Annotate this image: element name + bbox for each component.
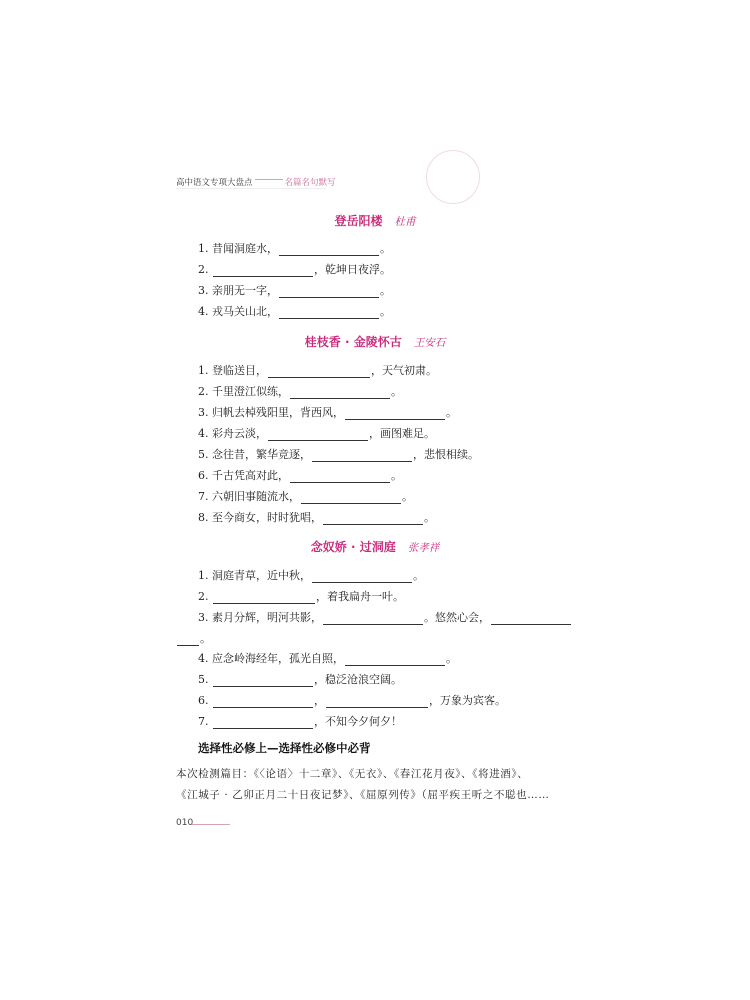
answer-blank[interactable] xyxy=(213,696,313,708)
answer-blank[interactable] xyxy=(491,613,571,625)
page-number: 010 xyxy=(176,818,194,828)
line-text: 5. xyxy=(198,673,212,686)
line-text: 5. 念往昔，繁华竞逐， xyxy=(198,448,311,461)
line-text: 6. 千古凭高对此， xyxy=(198,469,289,482)
line-text: 4. 彩舟云淡， xyxy=(198,427,267,440)
answer-blank[interactable] xyxy=(279,307,379,319)
fill-line xyxy=(198,715,402,729)
header-book-title: 高中语文专项大盘点 xyxy=(176,178,253,188)
section-paragraph-line: 《江城子 · 乙卯正月二十日夜记梦》、《屈原列传》（屈平疾王听之不聪也…… xyxy=(176,789,550,801)
header-dash xyxy=(255,179,283,180)
answer-blank[interactable] xyxy=(312,571,412,583)
answer-blank[interactable] xyxy=(290,471,390,483)
line-text: 2. xyxy=(198,263,212,276)
fill-line xyxy=(198,590,404,604)
line-text: ，画图难足。 xyxy=(369,427,435,440)
line-text: 2. 千里澄江似练， xyxy=(198,385,289,398)
answer-blank[interactable] xyxy=(213,717,313,729)
fill-line xyxy=(198,406,457,420)
answer-blank[interactable] xyxy=(290,387,390,399)
line-text: ， xyxy=(314,694,325,707)
poem-title-text: 念奴娇 · 过洞庭 xyxy=(310,540,396,554)
answer-blank[interactable] xyxy=(326,696,428,708)
line-text: 。悠然心会， xyxy=(424,611,490,624)
line-text: ，悲恨相续。 xyxy=(413,448,479,461)
line-text: 。 xyxy=(424,511,435,524)
line-text: ，天气初肃。 xyxy=(371,364,437,377)
line-text: 。 xyxy=(391,469,402,482)
line-text: 。 xyxy=(380,305,391,318)
fill-line xyxy=(198,305,391,319)
running-header xyxy=(176,170,576,186)
answer-blank[interactable] xyxy=(301,492,401,504)
poem-title-text: 登岳阳楼 xyxy=(334,214,383,228)
fill-line xyxy=(198,263,391,277)
line-text: ，万象为宾客。 xyxy=(429,694,506,707)
fill-line xyxy=(198,284,391,298)
answer-blank[interactable] xyxy=(345,408,445,420)
line-text: 3. 素月分辉，明河共影， xyxy=(198,611,322,624)
line-text: ，乾坤日夜浮。 xyxy=(314,263,391,276)
fill-line xyxy=(198,652,457,666)
line-text: 。 xyxy=(446,652,457,665)
line-text: 4. 应念岭海经年，孤光自照， xyxy=(198,652,344,665)
answer-blank[interactable] xyxy=(213,675,313,687)
line-text: 。 xyxy=(380,284,391,297)
header-decoration xyxy=(426,150,480,204)
fill-line xyxy=(198,694,506,708)
answer-blank[interactable] xyxy=(279,286,379,298)
line-text: 1. 昔闻洞庭水， xyxy=(198,242,278,255)
line-text: ，不知今夕何夕！ xyxy=(314,715,402,728)
header-chapter-title: 名篇名句默写 xyxy=(284,178,336,188)
line-text: 8. 至今商女，时时犹唱， xyxy=(198,511,322,524)
fill-line xyxy=(198,242,391,256)
fill-line xyxy=(198,490,413,504)
section-heading: 选择性必修上—选择性必修中必背 xyxy=(198,741,371,755)
line-text: 。 xyxy=(200,632,211,645)
line-text: 7. xyxy=(198,715,212,728)
answer-blank[interactable] xyxy=(177,634,199,646)
section-paragraph-line: 本次检测篇目：《〈论语〉十二章》、《无衣》、《春江花月夜》、《将进酒》、 xyxy=(176,768,529,780)
answer-blank[interactable] xyxy=(213,265,313,277)
header-rule xyxy=(176,188,326,189)
fill-line xyxy=(198,385,402,399)
poem-title xyxy=(0,333,750,350)
line-text: 。 xyxy=(402,490,413,503)
poem-title xyxy=(0,538,750,555)
line-text: 。 xyxy=(413,569,424,582)
line-text: 。 xyxy=(380,242,391,255)
answer-blank[interactable] xyxy=(312,450,412,462)
line-text: 3. 归帆去棹残阳里，背西风， xyxy=(198,406,344,419)
fill-line-continuation xyxy=(176,632,211,646)
line-text: 1. 洞庭青草，近中秋， xyxy=(198,569,311,582)
fill-line xyxy=(198,469,402,483)
line-text: 1. 登临送目， xyxy=(198,364,267,377)
line-text: 7. 六朝旧事随流水， xyxy=(198,490,300,503)
poem-title xyxy=(0,212,750,229)
fill-line xyxy=(198,364,437,378)
answer-blank[interactable] xyxy=(279,244,379,256)
line-text: 2. xyxy=(198,590,212,603)
poem-author: 杜甫 xyxy=(394,216,416,228)
answer-blank[interactable] xyxy=(323,613,423,625)
poem-author: 王安石 xyxy=(413,337,446,349)
fill-line xyxy=(198,611,572,625)
fill-line xyxy=(198,511,435,525)
fill-line xyxy=(198,427,435,441)
fill-line xyxy=(198,448,479,462)
line-text: 4. 戎马关山北， xyxy=(198,305,278,318)
page-number-rule xyxy=(192,824,230,825)
line-text: ，稳泛沧浪空阔。 xyxy=(314,673,402,686)
answer-blank[interactable] xyxy=(268,366,370,378)
answer-blank[interactable] xyxy=(268,429,368,441)
poem-title-text: 桂枝香 · 金陵怀古 xyxy=(304,335,402,349)
line-text: ，着我扁舟一叶。 xyxy=(316,590,404,603)
line-text: 3. 亲朋无一字， xyxy=(198,284,278,297)
fill-line xyxy=(198,673,402,687)
answer-blank[interactable] xyxy=(323,513,423,525)
line-text: 6. xyxy=(198,694,212,707)
line-text: 。 xyxy=(446,406,457,419)
fill-line xyxy=(198,569,424,583)
poem-author: 张孝祥 xyxy=(407,542,440,554)
answer-blank[interactable] xyxy=(213,592,315,604)
answer-blank[interactable] xyxy=(345,654,445,666)
line-text: 。 xyxy=(391,385,402,398)
